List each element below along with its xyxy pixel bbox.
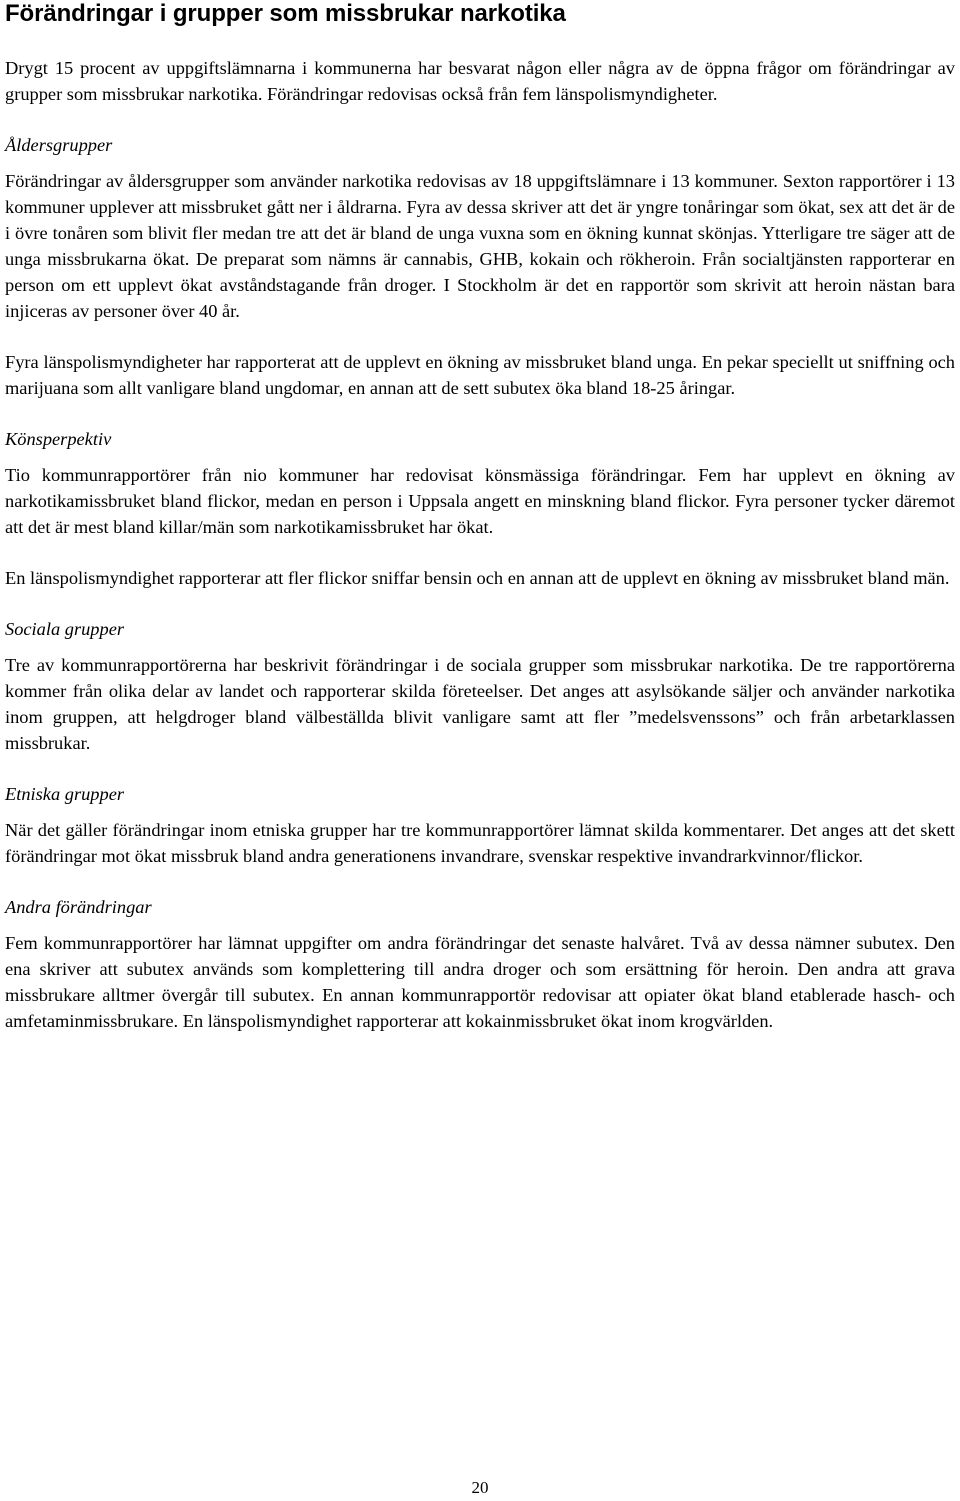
page-number: 20 [471, 1478, 489, 1497]
document-page [5, 0, 955, 1034]
section-etniska-grupper [5, 781, 955, 869]
section-heading: Sociala grupper [5, 619, 125, 639]
section-aldersgrupper [5, 132, 955, 401]
section-heading: Andra förändringar [5, 897, 152, 917]
section-heading: Etniska grupper [5, 784, 125, 804]
body-paragraph: Fyra länspolismyndigheter har rapporterat att de upplevt en ökning av missbruket bland unga. En pekar speciellt ut sniffning och marijuana som allt vanligare bland ungdomar, en annan att de sett subutex öka bland 18-25 åringar. [5, 352, 955, 398]
body-paragraph: Tio kommunrapportörer från nio kommuner har redovisat könsmässiga förändringar. Fem har upplevt en ökning av narkotikamissbruket bland flickor, medan en person i Uppsala angett en minskning bland flickor. Fyra personer tycker däremot att det är mest bland killar/män som narkotikamissbruket har ökat. [5, 465, 955, 537]
section-heading: Könsperpektiv [5, 429, 112, 449]
section-heading: Åldersgrupper [5, 135, 113, 155]
body-paragraph: Fem kommunrapportörer har lämnat uppgifter om andra förändringar det senaste halvåret. Två av dessa nämner subutex. Den ena skriver att subutex används som komplettering till andra droger och som ersättning för heroin. Den andra att grava missbrukare alltmer övergår till subutex. En annan kommunrapportör redovisar att opiater ökat bland etablerade hasch- och amfetaminmissbrukare. En länspolismyndighet rapporterar att kokainmissbruket ökat inom krogvärlden. [5, 933, 955, 1031]
section-sociala-grupper [5, 616, 955, 756]
body-paragraph: Förändringar av åldersgrupper som använder narkotika redovisas av 18 uppgiftslämnare i 13 kommuner. Sexton rapportörer i 13 kommuner upplever att missbruket gått ner i åldrarna. Fyra av dessa skriver att det är yngre tonåringar som ökat, sex att det är de i övre tonåren som blivit fler medan tre att det är bland de unga vuxna som en ökning kunnat skönjas. Ytterligare tre säger att de unga missbrukarna ökat. De preparat som nämns är cannabis, GHB, kokain och rökheroin. Från socialtjänsten rapporterar en person om ett upplevt ökat avståndstagande från droger. I Stockholm är det en rapportör som skrivit att heroin nästan bara injiceras av personer över 40 år. [5, 171, 955, 321]
body-paragraph: Tre av kommunrapportörerna har beskrivit förändringar i de sociala grupper som missbrukar narkotika. De tre rapportörerna kommer från olika delar av landet och rapporterar skilda företeelser. Det anges att asylsökande säljer och använder narkotika inom gruppen, att helgdroger bland välbeställda blivit vanligare samt att fler ”medelsvenssons” och från arbetarklassen missbrukar. [5, 655, 955, 753]
body-paragraph: En länspolismyndighet rapporterar att fler flickor sniffar bensin och en annan att de upplevt en ökning av missbruket bland män. [5, 568, 950, 588]
page-title: Förändringar i grupper som missbrukar narkotika [5, 0, 566, 27]
section-konsperspektiv [5, 426, 955, 591]
intro-paragraph: Drygt 15 procent av uppgiftslämnarna i kommunerna har besvarat någon eller några av de öppna frågor om förändringar av grupper som missbrukar narkotika. Förändringar redovisas också från fem länspolismyndigheter. [5, 58, 955, 104]
body-paragraph: När det gäller förändringar inom etniska grupper har tre kommunrapportörer lämnat skilda kommentarer. Det anges att det skett förändringar mot ökat missbruk bland andra generationens invandrare, svenskar respektive invandrarkvinnor/flickor. [5, 820, 955, 866]
section-andra-forandringar [5, 894, 955, 1034]
